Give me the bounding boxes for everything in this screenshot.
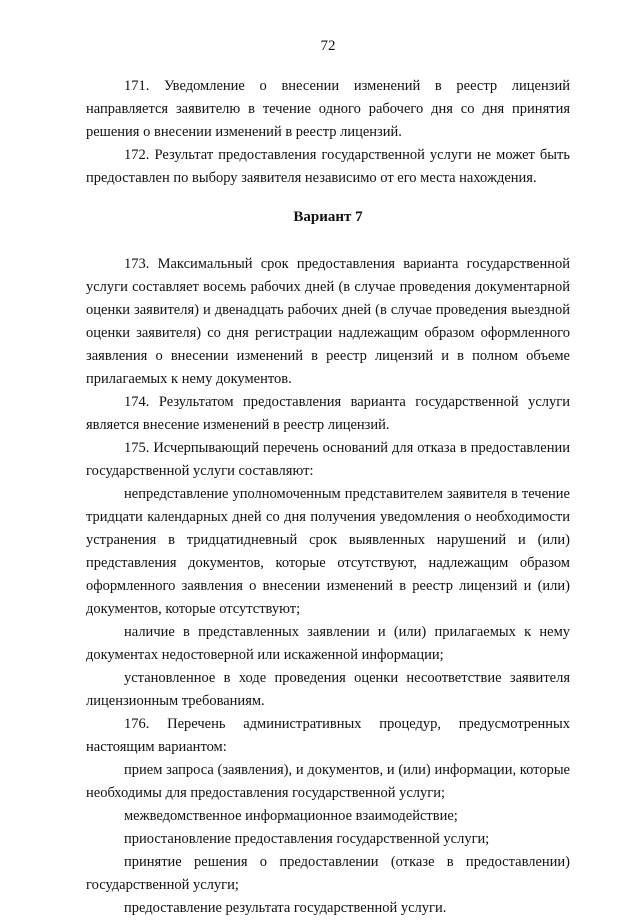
procedure-item-1: прием запроса (заявления), и документов, и (или) информации, которые необходимы для предоставления государственной услуги; [86, 762, 570, 801]
refusal-ground-1: непредставление уполномоченным представителем заявителя в течение тридцати календарных дней со дня получения уведомления о необходимости устранения в тридцатидневный срок выявленных нарушений и (или) представления документов, которые отсутствуют, надлежащим образом оформленного заявления о внесении изменений в реестр лицензий и (или) документов, которые отсутствуют; [86, 486, 570, 617]
procedure-item-2: межведомственное информационное взаимодействие; [124, 808, 458, 824]
paragraph-172: 172. Результат предоставления государственной услуги не может быть предоставлен по выбору заявителя независимо от его места нахождения. [86, 147, 570, 186]
paragraph-173: 173. Максимальный срок предоставления варианта государственной услуги составляет восемь рабочих дней (в случае проведения документарной оценки заявителя) и двенадцать рабочих дней (в случае проведения выездной оценки заявителя) со дня регистрации надлежащим образом оформленного заявления о внесении изменений в реестр лицензий и в полном объеме прилагаемых к нему документов. [86, 256, 570, 387]
refusal-ground-3: установленное в ходе проведения оценки несоответствие заявителя лицензионным требованиям. [86, 670, 570, 709]
paragraph-175: 175. Исчерпывающий перечень оснований для отказа в предоставлении государственной услуги составляют: [86, 440, 570, 479]
paragraph-171: 171. Уведомление о внесении изменений в реестр лицензий направляется заявителю в течение одного рабочего дня со дня принятия решения о внесении изменений в реестр лицензий. [86, 78, 570, 140]
paragraph-174: 174. Результатом предоставления варианта государственной услуги является внесение изменений в реестр лицензий. [86, 394, 570, 433]
refusal-ground-2: наличие в представленных заявлении и (или) прилагаемых к нему документах недостоверной или искаженной информации; [86, 624, 570, 663]
procedure-item-5: предоставление результата государственной услуги. [124, 900, 447, 916]
paragraph-176: 176. Перечень административных процедур, предусмотренных настоящим вариантом: [86, 716, 570, 755]
page-number: 72 [320, 38, 336, 54]
section-heading: Вариант 7 [293, 209, 363, 225]
procedure-item-3: приостановление предоставления государственной услуги; [124, 831, 490, 847]
procedure-item-4: принятие решения о предоставлении (отказе в предоставлении) государственной услуги; [86, 854, 570, 893]
